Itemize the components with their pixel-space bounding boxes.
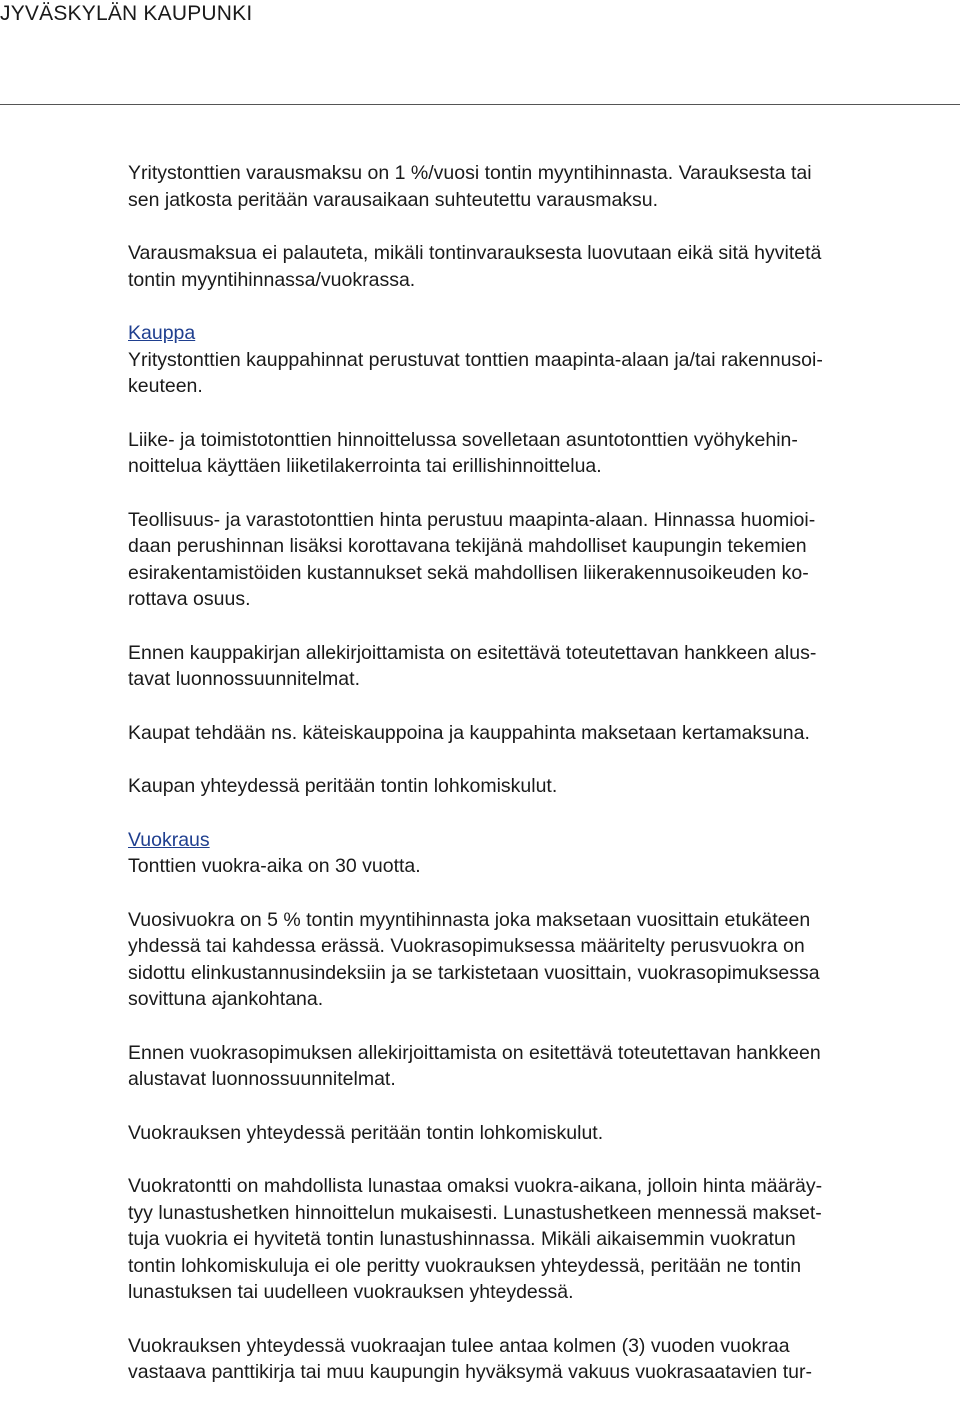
- paragraph-cash-sales: [128, 720, 948, 747]
- paragraph-redemption: [128, 1173, 948, 1306]
- text-line: Liike- ja toimistotonttien hinnoittelussa sovelletaan asuntotonttien vyöhykehin-: [128, 428, 798, 451]
- text-line: Vuokrauksen yhteydessä vuokraajan tulee antaa kolmen (3) vuoden vuokraa: [128, 1334, 790, 1357]
- text-line: esirakentamistöiden kustannukset sekä mahdollisen liikerakennusoikeuden ko-: [128, 561, 809, 584]
- text-line: alustavat luonnossuunnitelmat.: [128, 1068, 396, 1090]
- text-line: Ennen kauppakirjan allekirjoittamista on esitettävä toteutettavan hankkeen alus-: [128, 641, 817, 664]
- text-line: Kaupan yhteydessä peritään tontin lohkomiskulut.: [128, 775, 558, 797]
- text-line: sidottu elinkustannusindeksiin ja se tarkistetaan vuosittain, vuokrasopimuksessa: [128, 961, 820, 984]
- text-line: noittelua käyttäen liiketilakerrointa tai erillishinnoittelua.: [128, 455, 602, 477]
- text-line: Tonttien vuokra-aika on 30 vuotta.: [128, 855, 421, 877]
- paragraph-office-pricing: [128, 427, 948, 480]
- text-line: lunastuksen tai uudelleen vuokrauksen yhteydessä.: [128, 1281, 574, 1303]
- document-body: [128, 160, 948, 1413]
- text-line: tyy lunastushetken hinnoittelun mukaisesti. Lunastushetkeen mennessä makset-: [128, 1201, 822, 1224]
- text-line: tavat luonnossuunnitelmat.: [128, 668, 360, 690]
- paragraph-lease-term: [128, 827, 948, 880]
- text-line: sovittuna ajankohtana.: [128, 988, 324, 1010]
- paragraph-industrial-pricing: [128, 507, 948, 613]
- section-heading-vuokraus: Vuokraus: [128, 828, 210, 851]
- paragraph-sale-prices: [128, 320, 948, 400]
- text-line: vastaava panttikirja tai muu kaupungin hyväksymä vakuus vuokrasaatavien tur-: [128, 1361, 812, 1383]
- text-line: Yritystonttien kauppahinnat perustuvat tonttien maapinta-alaan ja/tai rakennusoi-: [128, 348, 823, 371]
- text-line: yhdessä tai kahdessa erässä. Vuokrasopimuksessa määritelty perusvuokra on: [128, 935, 805, 957]
- text-line: daan perushinnan lisäksi korottavana tekijänä mahdolliset kaupungin tekemien: [128, 535, 807, 557]
- document-header-title: JYVÄSKYLÄN KAUPUNKI: [0, 2, 253, 25]
- paragraph-reservation-fee: [128, 160, 948, 213]
- text-line: tuja vuokria ei hyvitetä tontin lunastushinnassa. Mikäli aikaisemmin vuokratun: [128, 1228, 796, 1250]
- text-line: tontin lohkomiskuluja ei ole peritty vuokrauksen yhteydessä, peritään ne tontin: [128, 1254, 802, 1277]
- paragraph-parcelling-costs-sale: [128, 773, 948, 800]
- header-divider: [0, 104, 960, 105]
- text-line: Vuokratontti on mahdollista lunastaa omaksi vuokra-aikana, jolloin hinta määräy-: [128, 1175, 823, 1197]
- text-line: Teollisuus- ja varastotonttien hinta perustuu maapinta-alaan. Hinnassa huomioi-: [128, 508, 816, 531]
- paragraph-annual-rent: [128, 907, 948, 1013]
- paragraph-preliminary-plans: [128, 640, 948, 693]
- section-heading-kauppa: Kauppa: [128, 322, 196, 344]
- text-line: Vuosivuokra on 5 % tontin myyntihinnasta joka maksetaan vuosittain etukäteen: [128, 908, 811, 931]
- paragraph-lease-preliminary-plans: [128, 1040, 948, 1093]
- text-line: Varausmaksua ei palauteta, mikäli tontinvarauksesta luovutaan eikä sitä hyvitetä: [128, 242, 822, 264]
- paragraph-fee-not-refunded: [128, 240, 948, 293]
- text-line: Yritystonttien varausmaksu on 1 %/vuosi tontin myyntihinnasta. Varauksesta tai: [128, 162, 812, 184]
- text-line: rottava osuus.: [128, 588, 251, 610]
- paragraph-security-deposit: [128, 1333, 948, 1386]
- text-line: Kaupat tehdään ns. käteiskauppoina ja kauppahinta maksetaan kertamaksuna.: [128, 721, 810, 744]
- text-line: Ennen vuokrasopimuksen allekirjoittamista on esitettävä toteutettavan hankkeen: [128, 1041, 821, 1064]
- text-line: keuteen.: [128, 375, 203, 397]
- text-line: tontin myyntihinnassa/vuokrassa.: [128, 268, 416, 291]
- paragraph-parcelling-costs-lease: [128, 1120, 948, 1147]
- text-line: sen jatkosta peritään varausaikaan suhteutettu varausmaksu.: [128, 188, 659, 211]
- text-line: Vuokrauksen yhteydessä peritään tontin lohkomiskulut.: [128, 1121, 604, 1144]
